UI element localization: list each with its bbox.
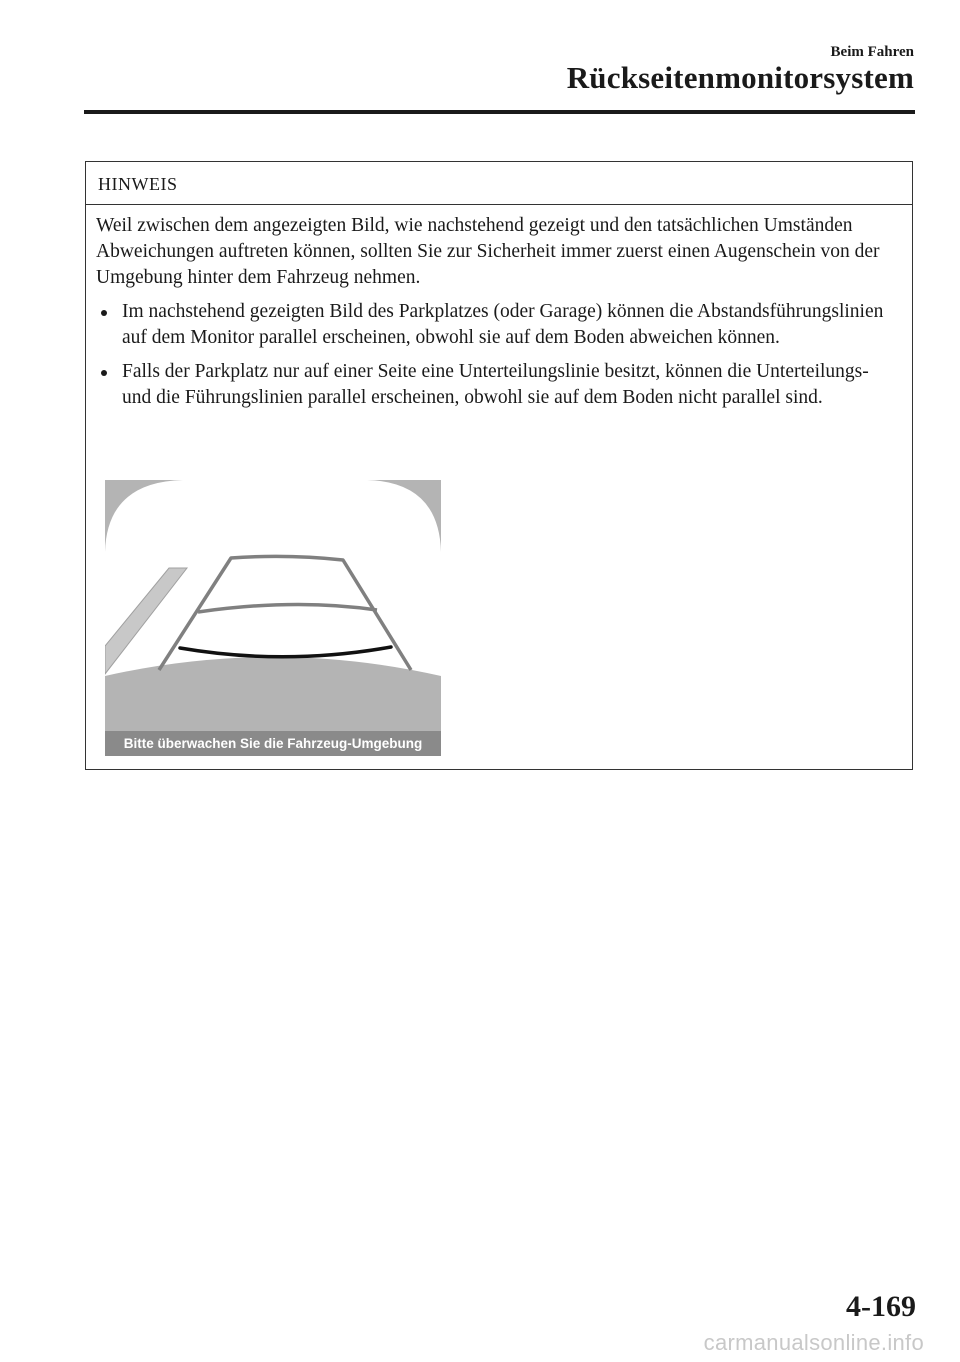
bullet-text: Im nachstehend gezeigten Bild des Parkplatzes (oder Garage) können die Abstandsführungslinien auf dem Monitor parallel erscheinen, obwohl sie auf dem Boden abweichen können. [122,301,884,348]
note-body [86,205,912,411]
bullet-dot-icon [101,310,107,316]
bullet-text: Falls der Parkplatz nur auf einer Seite eine Unterteilungslinie besitzt, können die Unterteilungs- und die Führungslinien parallel erscheinen, obwohl sie auf dem Boden nicht parallel sind. [122,361,869,408]
note-box [85,161,913,770]
bullet-item [96,359,898,411]
note-bullet-list [96,299,898,411]
bullet-item [96,299,898,351]
monitor-caption: Bitte überwachen Sie die Fahrzeug-Umgebung [105,731,441,756]
page-number: 4-169 [846,1290,916,1323]
note-heading: HINWEIS [86,162,912,205]
page-title: Rückseitenmonitorsystem [566,60,914,95]
note-intro-text: Weil zwischen dem angezeigten Bild, wie nachstehend gezeigt und den tatsächlichen Umständen Abweichungen auftreten können, sollten Sie zur Sicherheit immer zuerst einen Augenschein von der Umgebung hinter dem Fahrzeug nehmen. [96,215,880,288]
section-name: Beim Fahren [830,44,914,60]
header-divider [84,110,915,114]
rear-monitor-illustration [105,480,441,756]
monitor-screen-illustration [105,480,441,731]
bullet-dot-icon [101,370,107,376]
watermark-text: carmanualsonline.info [703,1330,924,1355]
